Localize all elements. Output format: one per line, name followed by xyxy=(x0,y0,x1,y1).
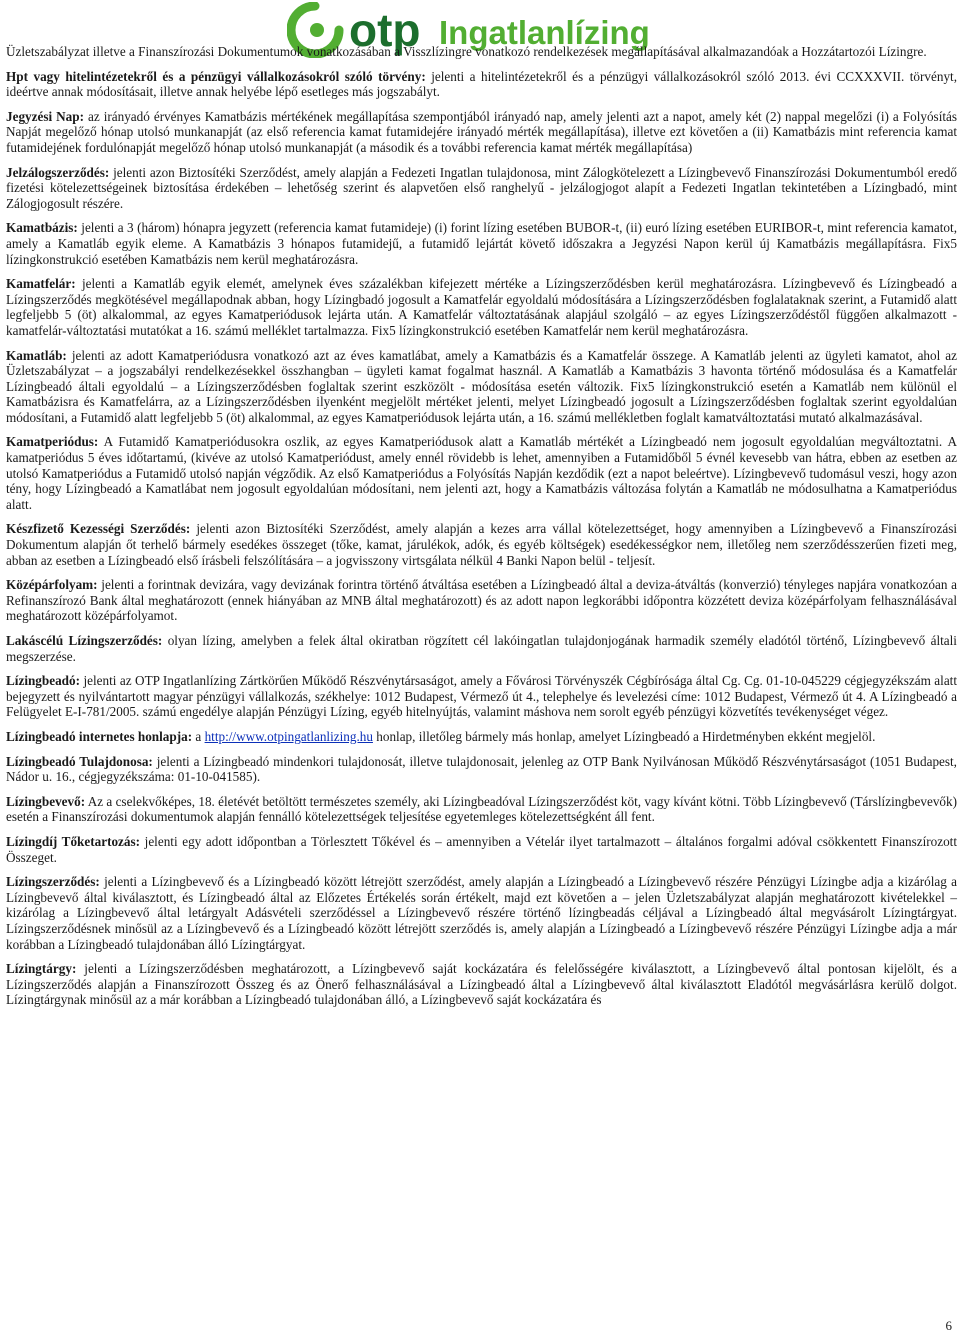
definition-text: jelenti a forintnak devizára, vagy devizának forintra történő átváltása esetében a Lízingbeadó által a deviza-átváltás (konverzió) tényleges napjára vonatkozóan a Refinanszírozó Bank által meghatározott (ennek hiányában az MNB által meghatározott) és az adott napon legkorábbi időpontra közzétett deviza középárfolyam felhasználásával meghatározott középárfolyamot. xyxy=(6,577,957,624)
definition-paragraph xyxy=(6,794,957,825)
defined-term: Középárfolyam xyxy=(6,577,94,593)
definition-paragraph xyxy=(6,434,957,512)
definition-paragraph xyxy=(6,673,957,720)
definition-text: Üzletszabályzat illetve a Finanszírozási Dokumentumok vonatkozásában a Visszlízingre vonatkozó rendelkezések megállapításával alkalmazandóak a Hozzátartozói Lízingre. xyxy=(6,44,927,59)
definition-text: a xyxy=(192,728,205,744)
definition-paragraph xyxy=(6,348,957,426)
definition-text: Az a cselekvőképes, 18. életévét betöltött természetes személy, aki Lízingbeadóval Lízingszerződést köt, vagy kívánt kötni. Több Lízingbevevő (Társlízingbevevők) esetén a Finanszírozási dokumentumok alapján fennálló kötelezettségek teljesítése egyetemleges kötelezettségként áll fent. xyxy=(6,793,957,825)
definition-paragraph xyxy=(6,577,957,624)
definition-text: az irányadó érvényes Kamatbázis mértékének megállapítása szempontjából irányadó nap, amely jelenti azt a napot, amely két (2) nappal megelőzi (i) a Folyósítás Napját megelőző hónap utolsó munkanapját (az első referencia kamat futamidejére irányadó mérték megállapítása), illetve ezt követően a (ii) Kamatbázis mint referencia kamat futamidejének fordulónapját megelőző hónap utolsó munkanapját (a második és a további referencia kamat mérték megállapítása) xyxy=(6,108,958,155)
definition-text: jelenti a hitelintézetekről és a pénzügyi vállalkozásokról szóló 2013. évi CCXXXVII. törvényt, ideértve annak módosításait, illetve annak helyébe lépő esetleges más jogszabályt. xyxy=(6,68,958,100)
definition-paragraph xyxy=(6,834,957,865)
definition-paragraph xyxy=(6,220,957,267)
website-link[interactable]: http://www.otpingatlanlizing.hu xyxy=(204,728,373,744)
definition-paragraph xyxy=(6,754,957,785)
definition-text: jelenti a Lízingszerződésben meghatározott, a Lízingbevevő saját kockázatára és felelősségére kiválasztott, a Lízingbevevő által pontosan kijelölt, és a Lízingszerződés alapján a Finanszírozott Összeg és az Önerő felhasználásával a Lízingbeadó által a Lízingbevevő által kiválasztott Eladótól megvásárlásra kerülő dolgot. Lízingtárgynak minősül az a már korábban a Lízingbeadó tulajdonában álló, a Lízingbevevő saját kockázatára és xyxy=(6,961,957,1008)
term-separator: : xyxy=(104,164,110,180)
term-separator: : xyxy=(187,728,193,744)
definition-paragraph xyxy=(6,165,957,212)
definition-text-continued: honlap, illetőleg bármely más honlap, amelyet Lízingbeadó a Hirdetményben ekként megjelöl. xyxy=(372,728,876,744)
definition-text: jelenti a Kamatláb egyik elemét, amelynek éves százalékban kifejezett mértéke a Lízingszerződésben kerül meghatározásra. Lízingbevevő és Lízingbeadó a Lízingszerződés megkötésével megállapodnak abban, hogy Lízingbadó jogosult a Kamatfelár egyoldalú módosítására a Lízingszerződésben foglalataknak szerint, a Futamidő alatt legfeljebb 5 (öt) alkalommal, az egyes Kamatperiódusok lejárta után. A Kamatfelár változtatásának alapjául szolgáló – az egyes Lízingszerződéstől függően alkalmazott - kamatfelár-változtatási mutatókat a 16. számú melléklet tartalmazza. Fix5 lízingkonstrukció esetében Kamatfelár nem kerül meghatározásra. xyxy=(6,276,957,338)
definition-paragraph xyxy=(6,44,957,60)
defined-term: Kamatfelár xyxy=(6,276,72,292)
definition-text: jelenti a 3 (három) hónapra jegyzett (referencia kamat futamideje) (i) forint lízing esetében BUBOR-t, (ii) euró lízing esetében EURIBOR-t, mint referencia kamatot, amely a Kamatláb egyik eleme. A Kamatbázis 3 hónapos futamidejű, a futamidő lejártát követő időszakra a Jegyzési Napon kerül új Kamatbázis megállapításra. Fix5 lízingkonstrukció esetében Kamatbázis nem kerül meghatározásra. xyxy=(6,220,957,267)
definition-paragraph xyxy=(6,961,957,1008)
defined-term: Lízingbevevő xyxy=(6,793,81,809)
term-separator: : xyxy=(80,793,86,809)
term-separator: : xyxy=(93,434,99,450)
defined-term: Lízingtárgy xyxy=(6,961,72,977)
term-separator: : xyxy=(135,833,141,849)
definition-paragraph xyxy=(6,521,957,568)
defined-term: Jelzálogszerződés xyxy=(6,164,105,180)
defined-term: Kamatperiódus xyxy=(6,434,94,450)
logo-product-text: Ingatlanlízing xyxy=(439,14,650,51)
defined-term: Lízingdíj Tőketartozás xyxy=(6,833,136,849)
defined-term: Kamatbázis xyxy=(6,220,74,236)
definition-text: jelenti a Lízingbeadó mindenkori tulajdonosát, illetve tulajdonosait, jelenleg az OTP Bank Nyilvánosan Működő Részvénytársaságot (1051 Budapest, Nádor u. 16., cégjegyzékszáma: 01-10-041585). xyxy=(6,753,957,785)
definition-paragraph xyxy=(6,874,957,952)
defined-term: Jegyzési Nap xyxy=(6,108,80,124)
term-separator: : xyxy=(421,68,426,84)
definition-text: jelenti azon Biztosítéki Szerződést, amely alapján a kezes arra vállal kötelezettséget, hogy amennyiben a Lízingbevevő a Finanszírozási Dokumentum alapján őt terhelő bármely esedékes összeget (tőke, kamat, járulékok, adók, és egyéb költségek) esedékességkor nem, illetőleg nem szerződésszerűen fizeti meg, abban az esetben a Lízingbeadó első írásbeli felszólítására – a jogvisszony virtsgálata nélkül 4 Banki Napon belül - teljesít. xyxy=(6,521,957,568)
definition-text: jelenti az adott Kamatperiódusra vonatkozó azt az éves kamatlábat, amely a Kamatbázis és a Kamatfelár összege. A Kamatláb jelenti az ügyleti kamatot, ahol az Üzletszabályzat – a jogszabályi rendelkezésekkel összhangban – ügyleti kamat fogalmat használ. A Kamatláb a Kamatbázis 3 havonta történő módosulása és a Kamatfelár Lízingbeadó általi egyoldalú – a Lízingszerződésben foglaltak szerint eszközölt - módosítása esetén változik. Fix5 lízingkonstrukció esetén a Kamatláb nem különül el Kamatbázisra és Kamatfelárra, az a Lízingszerződésben ilyenként megjelölt mértéket jelenti, melyet Lízingbeadó jogosult a Lízingszerződésben foglaltak szerint egyoldalúan módosítani, a Futamidő alatt legfeljebb 5 (öt) alkalommal, az egyes Kamatperiódusok lejárta után, a 16. számú mellékletben foglalt kamatváltoztatási mutató alkalmazásával. xyxy=(6,347,957,425)
definition-text: jelenti a Lízingbevevő és a Lízingbeadó között létrejött szerződést, amely alapján a Lízingbeadó a Lízingbevevő részére Pénzügyi Lízingbe adja a kizárólag a Lízingbevevő által kiválasztott, és Lízingbeadó által az Előzetes Értékelés során értékelt, majd ezt követően a – jelen Üzletszabályzat alapján meghatározott kivételekkel – kizárólag a Lízingbevevő által letárgyalt Adásvételi szerződéssel a Lízingbevevő részére történő lízingbeadás céljával a Lízingbeadó által megvásárolt Lízingtárgyat. Lízingszerződésnek minősül az a Lízingbevevő és a Lízingbeadó között létrejött szerződés is, amely alapján a Lízingbeadó a Lízingbevevő részére Pénzügyi Lízingbe adja a már korábban a Lízingbeadó tulajdonában álló Lízingtárgyat. xyxy=(6,874,957,952)
definition-paragraph xyxy=(6,633,957,664)
document-body xyxy=(6,44,957,1017)
term-separator: : xyxy=(73,220,78,236)
definition-text: A Futamidő Kamatperiódusokra oszlik, az egyes Kamatperiódusok alatt a Kamatláb mértékét a Lízingbeadó nem jogosult egyoldalúan megváltoztatni. A kamatperiódus 5 éves időtartamú, (kivéve az utolsó Kamatperiódust, amely ennél rövidebb is lehet, amennyiben a Futamidőből 5 évnél kevesebb van hátra, ebben az esetben az utolsó Kamatperiódus a Futamidő utolsó napján végződik. Az első Kamatperiódus a Folyósítás Napján kezdődik (ezt a napot beleértve). Lízingbevevő tudomásul veszi, hogy azon tény, hogy Lízingbeadó a Kamatlábat nem jogosult egyoldalúan módosítani, nem jelenti azt, hogy a Kamatbázis változása folytán a Kamatláb ne módosulhatna a Kamatperiódus alatt. xyxy=(6,434,957,512)
defined-term: Lízingbeadó internetes honlapja xyxy=(6,728,188,744)
term-separator: : xyxy=(79,108,84,124)
term-separator: : xyxy=(71,276,76,292)
definition-text: jelenti az OTP Ingatlanlízing Zártkörűen Működő Részvénytársaságot, amely a Fővárosi Törvényszék Cégbírósága által Cg. Cg. 01-10-045229 cégjegyzékszám alatt bejegyzett és nyilvántartott magyar pénzügyi vállalkozás, székhelye: 1012 Budapest, Vérmező út 4., telephelye és levelezési címe: 1012 Budapest, Vérmező út 4. A Lízingbeadó a Felügyelet E-I-781/2005. számú engedélye alapján Pénzügyi Lízing, egyéb hitelnyújtás, valamint máshova nem sorolt egyéb pénzügyi közvetítés tevékenységet végez. xyxy=(6,673,957,720)
defined-term: Készfizető Kezességi Szerződés xyxy=(6,521,186,537)
defined-term: Lízingbeadó xyxy=(6,673,76,689)
definition-text: jelenti egy adott időpontban a Törlesztett Tőkével és – amennyiben a Vételár ilyet tartalmazott – általános forgalmi adóval csökkentett Finanszírozott Összeget. xyxy=(6,833,957,865)
defined-term: Lakáscélú Lízingszerződés xyxy=(6,633,158,648)
definition-paragraph xyxy=(6,109,957,156)
defined-term: Lízingbeadó Tulajdonosa xyxy=(6,753,149,769)
term-separator: : xyxy=(157,633,163,648)
definition-text: olyan lízing, amelyben a felek által okiratban rögzített cél lakóingatlan tulajdonjogának harmadik személy eladótól történő, Lízingbevevő általi megszerzése. xyxy=(6,633,957,664)
defined-term: Hpt vagy hitelintézetekről és a pénzügyi vállalkozásokról szóló törvény xyxy=(6,68,422,84)
term-separator: : xyxy=(148,753,153,769)
definition-paragraph xyxy=(6,729,957,745)
definition-paragraph xyxy=(6,69,957,100)
term-separator: : xyxy=(62,347,67,363)
definition-paragraph xyxy=(6,276,957,338)
definition-text: jelenti azon Biztosítéki Szerződést, amely alapján a Fedezeti Ingatlan tulajdonosa, mint Zálogkötelezett a Lízingbevevő Finanszírozási Dokumentumból eredő fizetési kötelezettségeinek biztosítása érdekében – lehetőség szerint és alapvetően első ranghelyű - jelzálogjogot alapít a Fedezeti Ingatlan tekintetében a Lízingbadó, mint Zálogjogosult részére. xyxy=(6,164,957,211)
term-separator: : xyxy=(75,673,81,689)
term-separator: : xyxy=(71,961,77,977)
logo-brand-text: otp xyxy=(349,4,421,56)
page-number: 6 xyxy=(945,1318,952,1333)
defined-term: Lízingszerződés xyxy=(6,874,96,890)
term-separator: : xyxy=(95,874,100,890)
term-separator: : xyxy=(185,521,191,537)
defined-term: Kamatláb xyxy=(6,347,63,363)
term-separator: : xyxy=(93,577,98,593)
